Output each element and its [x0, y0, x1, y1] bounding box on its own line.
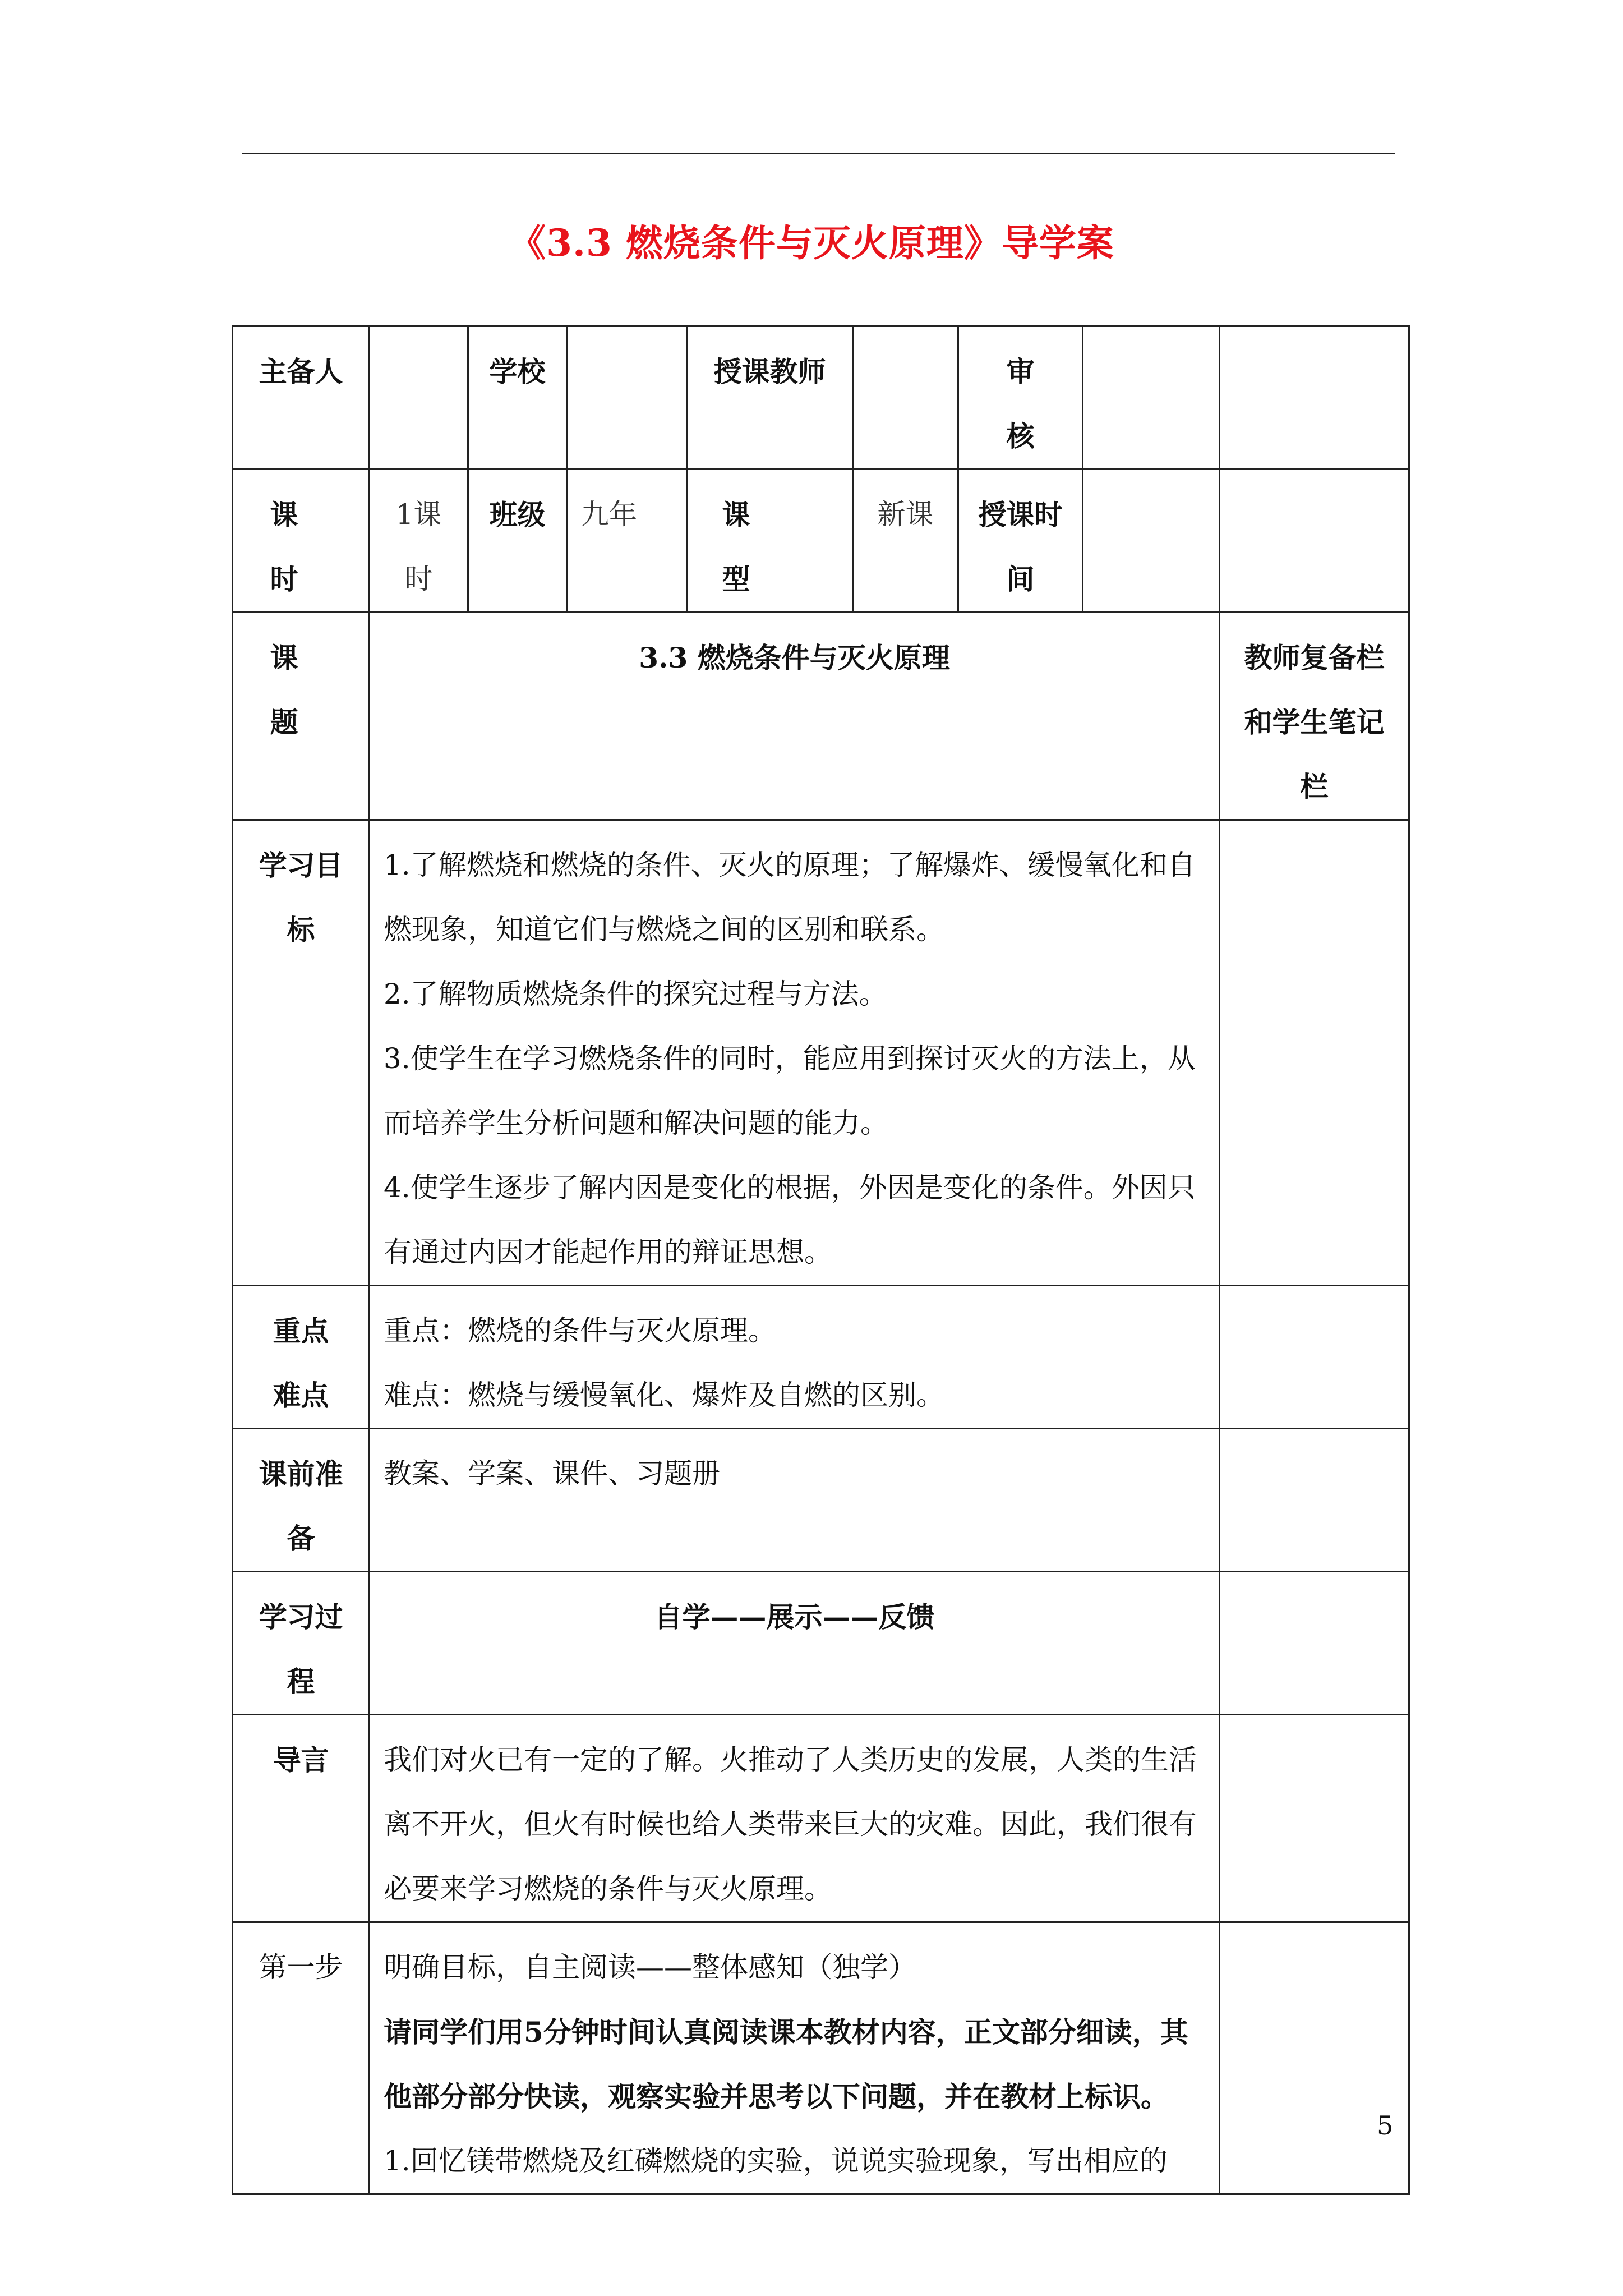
step1-content	[370, 1922, 1220, 2194]
key-points-content	[370, 1286, 1220, 1429]
key-points-notes	[1220, 1286, 1409, 1429]
side-column-label: 教师复备栏和学生笔记栏	[1220, 613, 1409, 820]
class-label: 班级	[468, 470, 567, 613]
hours-value: 1课时	[370, 470, 468, 613]
teacher-value	[853, 326, 958, 470]
objectives-content	[370, 820, 1220, 1286]
page-number: 5	[1377, 2110, 1394, 2141]
type-label: 课型	[687, 470, 853, 613]
objectives-notes	[1220, 820, 1409, 1286]
review-value	[1083, 326, 1220, 470]
page-title: 《3.3 燃烧条件与灭火原理》导学案	[509, 221, 1114, 265]
key-point: 重点：燃烧的条件与灭火原理。	[384, 1314, 776, 1347]
step1-row	[233, 1922, 1409, 2194]
review-label: 审核	[958, 326, 1083, 470]
lesson-plan-table	[232, 325, 1410, 2195]
review-notes	[1220, 326, 1409, 470]
class-value: 九年	[567, 470, 687, 613]
type-value: 新课	[853, 470, 958, 613]
process-row	[233, 1572, 1409, 1715]
topic-value: 3.3 燃烧条件与灭火原理	[370, 613, 1220, 820]
intro-label: 导言	[233, 1715, 370, 1922]
preparation-row	[233, 1429, 1409, 1572]
step1-line: 明确目标，自主阅读——整体感知（独学）	[384, 1951, 916, 1984]
preparation-notes	[1220, 1429, 1409, 1572]
lesson-time-notes	[1220, 470, 1409, 613]
objectives-row	[233, 820, 1409, 1286]
lead-preparer-label: 主备人	[233, 326, 370, 470]
step1-notes	[1220, 1922, 1409, 2194]
topic-row	[233, 613, 1409, 820]
lesson-time-value	[1083, 470, 1220, 613]
objective-item: 2.了解物质燃烧条件的探究过程与方法。	[384, 978, 887, 1010]
header-rule	[242, 153, 1395, 154]
hours-label: 课时	[233, 470, 370, 613]
process-notes	[1220, 1572, 1409, 1715]
objective-item: 4.使学生逐步了解内因是变化的根据，外因是变化的条件。外因只有通过内因才能起作用的辩证思想。	[384, 1171, 1196, 1268]
meta-row-1	[233, 326, 1409, 470]
preparation-label: 课前准备	[233, 1429, 370, 1572]
objective-item: 3.使学生在学习燃烧条件的同时，能应用到探讨灭火的方法上，从而培养学生分析问题和解决问题的能力。	[384, 1042, 1196, 1139]
objective-item: 1.了解燃烧和燃烧的条件、灭火的原理；了解爆炸、缓慢氧化和自燃现象，知道它们与燃烧之间的区别和联系。	[384, 849, 1196, 946]
school-label: 学校	[468, 326, 567, 470]
step1-instruction: 请同学们用5分钟时间认真阅读课本教材内容，正文部分细读，其他部分部分快读，观察实验并思考以下问题，并在教材上标识。	[384, 2016, 1188, 2113]
key-points-row	[233, 1286, 1409, 1429]
preparation-value: 教案、学案、课件、习题册	[370, 1429, 1220, 1572]
objectives-label: 学习目标	[233, 820, 370, 1286]
meta-row-2	[233, 470, 1409, 613]
lead-preparer-value	[370, 326, 468, 470]
key-points-label: 重点难点	[233, 1286, 370, 1429]
step1-question: 1.回忆镁带燃烧及红磷燃烧的实验，说说实验现象，写出相应的	[384, 2145, 1168, 2177]
difficult-point: 难点：燃烧与缓慢氧化、爆炸及自燃的区别。	[384, 1379, 944, 1411]
intro-notes	[1220, 1715, 1409, 1922]
intro-row	[233, 1715, 1409, 1922]
topic-label: 课题	[233, 613, 370, 820]
lesson-time-label: 授课时间	[958, 470, 1083, 613]
teacher-label: 授课教师	[687, 326, 853, 470]
step1-label: 第一步	[233, 1922, 370, 2194]
school-value	[567, 326, 687, 470]
intro-value: 我们对火已有一定的了解。火推动了人类历史的发展，人类的生活离不开火，但火有时候也给人类带来巨大的灾难。因此，我们很有必要来学习燃烧的条件与灭火原理。	[370, 1715, 1220, 1922]
process-value: 自学——展示——反馈	[370, 1572, 1220, 1715]
process-label: 学习过程	[233, 1572, 370, 1715]
